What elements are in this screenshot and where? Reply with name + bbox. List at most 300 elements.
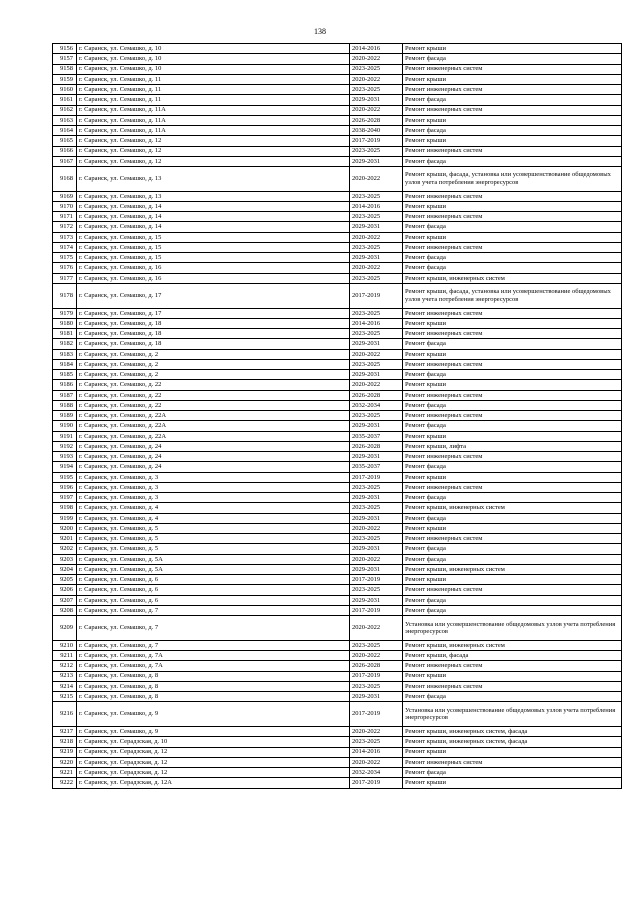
row-number: 9173	[53, 232, 77, 242]
row-period: 2023-2025	[350, 64, 403, 74]
table-row	[53, 585, 622, 595]
row-address: г. Саранск, ул. Семашко, д. 22А	[77, 411, 350, 421]
table-row	[53, 472, 622, 482]
table-row	[53, 421, 622, 431]
row-address: г. Саранск, ул. Семашко, д. 10	[77, 44, 350, 54]
row-number: 9206	[53, 585, 77, 595]
row-address: г. Саранск, ул. Семашко, д. 16	[77, 263, 350, 273]
row-address: г. Саранск, ул. Семашко, д. 7	[77, 616, 350, 641]
row-address: г. Саранск, ул. Семашко, д. 15	[77, 232, 350, 242]
row-period: 2029-2031	[350, 253, 403, 263]
row-period: 2020-2022	[350, 263, 403, 273]
table-row	[53, 727, 622, 737]
row-number: 9209	[53, 616, 77, 641]
row-number: 9204	[53, 564, 77, 574]
table-row	[53, 605, 622, 615]
row-work-type: Ремонт крыши, инженерных систем, фасада	[403, 727, 622, 737]
row-address: г. Саранск, ул. Семашко, д. 17	[77, 308, 350, 318]
row-address: г. Саранск, ул. Семашко, д. 7А	[77, 661, 350, 671]
row-work-type: Ремонт крыши	[403, 201, 622, 211]
row-address: г. Саранск, ул. Семашко, д. 14	[77, 212, 350, 222]
row-work-type: Ремонт инженерных систем	[403, 64, 622, 74]
row-address: г. Саранск, ул. Семашко, д. 14	[77, 222, 350, 232]
row-address: г. Саранск, ул. Серадзская, д. 10	[77, 737, 350, 747]
row-address: г. Саранск, ул. Семашко, д. 22	[77, 390, 350, 400]
row-number: 9171	[53, 212, 77, 222]
row-number: 9212	[53, 661, 77, 671]
row-work-type: Ремонт фасада	[403, 95, 622, 105]
row-number: 9194	[53, 462, 77, 472]
row-address: г. Саранск, ул. Серадзская, д. 12А	[77, 778, 350, 788]
row-period: 2023-2025	[350, 585, 403, 595]
table-row	[53, 318, 622, 328]
row-address: г. Саранск, ул. Семашко, д. 7	[77, 640, 350, 650]
row-address: г. Саранск, ул. Семашко, д. 11	[77, 85, 350, 95]
table-row	[53, 201, 622, 211]
row-period: 2023-2025	[350, 640, 403, 650]
row-work-type: Ремонт инженерных систем	[403, 359, 622, 369]
repair-schedule-table	[52, 43, 622, 789]
row-period: 2026-2028	[350, 661, 403, 671]
row-address: г. Саранск, ул. Серадзская, д. 12	[77, 768, 350, 778]
row-address: г. Саранск, ул. Семашко, д. 10	[77, 54, 350, 64]
row-period: 2020-2022	[350, 727, 403, 737]
row-period: 2023-2025	[350, 146, 403, 156]
table-row	[53, 564, 622, 574]
row-address: г. Саранск, ул. Семашко, д. 2	[77, 359, 350, 369]
row-address: г. Саранск, ул. Семашко, д. 9	[77, 702, 350, 727]
row-address: г. Саранск, ул. Семашко, д. 7А	[77, 651, 350, 661]
table-row	[53, 370, 622, 380]
table-row	[53, 692, 622, 702]
row-address: г. Саранск, ул. Семашко, д. 2	[77, 349, 350, 359]
table-row	[53, 283, 622, 308]
row-period: 2014-2016	[350, 318, 403, 328]
table-row	[53, 640, 622, 650]
row-work-type: Ремонт крыши, инженерных систем, фасада	[403, 737, 622, 747]
row-number: 9166	[53, 146, 77, 156]
row-address: г. Саранск, ул. Семашко, д. 18	[77, 329, 350, 339]
table-row	[53, 349, 622, 359]
table-row	[53, 212, 622, 222]
table-row	[53, 253, 622, 263]
row-work-type: Ремонт крыши	[403, 318, 622, 328]
row-number: 9163	[53, 115, 77, 125]
table-row	[53, 105, 622, 115]
row-work-type: Ремонт фасада	[403, 253, 622, 263]
table-row	[53, 595, 622, 605]
row-number: 9207	[53, 595, 77, 605]
row-number: 9182	[53, 339, 77, 349]
row-address: г. Саранск, ул. Семашко, д. 10	[77, 64, 350, 74]
table-row	[53, 503, 622, 513]
row-number: 9220	[53, 757, 77, 767]
row-period: 2029-2031	[350, 452, 403, 462]
row-period: 2017-2019	[350, 702, 403, 727]
page-number: 138	[314, 27, 326, 36]
row-period: 2023-2025	[350, 503, 403, 513]
row-work-type: Ремонт фасада	[403, 400, 622, 410]
row-address: г. Саранск, ул. Семашко, д. 4	[77, 513, 350, 523]
row-address: г. Саранск, ул. Семашко, д. 22А	[77, 431, 350, 441]
table-row	[53, 359, 622, 369]
table-row	[53, 380, 622, 390]
row-number: 9185	[53, 370, 77, 380]
row-address: г. Саранск, ул. Серадзская, д. 12	[77, 747, 350, 757]
row-period: 2029-2031	[350, 95, 403, 105]
row-period: 2023-2025	[350, 191, 403, 201]
row-address: г. Саранск, ул. Семашко, д. 6	[77, 575, 350, 585]
row-work-type: Ремонт фасада	[403, 554, 622, 564]
row-address: г. Саранск, ул. Семашко, д. 2	[77, 370, 350, 380]
table-row	[53, 554, 622, 564]
table-row	[53, 191, 622, 201]
row-period: 2029-2031	[350, 370, 403, 380]
table-row	[53, 462, 622, 472]
row-period: 2017-2019	[350, 778, 403, 788]
row-number: 9205	[53, 575, 77, 585]
row-address: г. Саранск, ул. Семашко, д. 17	[77, 283, 350, 308]
row-work-type: Ремонт инженерных систем	[403, 146, 622, 156]
row-period: 2020-2022	[350, 105, 403, 115]
row-number: 9174	[53, 242, 77, 252]
row-period: 2023-2025	[350, 411, 403, 421]
row-address: г. Саранск, ул. Семашко, д. 11А	[77, 126, 350, 136]
table-row	[53, 737, 622, 747]
row-address: г. Саранск, ул. Семашко, д. 24	[77, 462, 350, 472]
row-address: г. Саранск, ул. Семашко, д. 24	[77, 441, 350, 451]
row-number: 9191	[53, 431, 77, 441]
row-period: 2035-2037	[350, 431, 403, 441]
table-row	[53, 400, 622, 410]
row-number: 9197	[53, 493, 77, 503]
row-period: 2017-2019	[350, 575, 403, 585]
table-row	[53, 534, 622, 544]
row-period: 2023-2025	[350, 308, 403, 318]
row-work-type: Ремонт крыши, фасада, установка или усовершенствование общедомовых узлов учета потребления энергоресурсов	[403, 167, 622, 192]
row-number: 9222	[53, 778, 77, 788]
row-period: 2023-2025	[350, 737, 403, 747]
row-address: г. Саранск, ул. Семашко, д. 5	[77, 523, 350, 533]
row-address: г. Саранск, ул. Семашко, д. 18	[77, 339, 350, 349]
table-row	[53, 232, 622, 242]
row-address: г. Саранск, ул. Семашко, д. 13	[77, 167, 350, 192]
row-work-type: Ремонт крыши	[403, 74, 622, 84]
row-number: 9178	[53, 283, 77, 308]
row-address: г. Саранск, ул. Семашко, д. 18	[77, 318, 350, 328]
row-number: 9202	[53, 544, 77, 554]
row-work-type: Ремонт фасада	[403, 544, 622, 554]
row-work-type: Ремонт фасада	[403, 605, 622, 615]
row-period: 2029-2031	[350, 421, 403, 431]
row-period: 2023-2025	[350, 242, 403, 252]
row-period: 2029-2031	[350, 513, 403, 523]
table-row	[53, 702, 622, 727]
table-row	[53, 757, 622, 767]
row-address: г. Саранск, ул. Семашко, д. 3	[77, 472, 350, 482]
row-period: 2017-2019	[350, 605, 403, 615]
row-address: г. Саранск, ул. Семашко, д. 6	[77, 595, 350, 605]
row-number: 9196	[53, 482, 77, 492]
row-work-type: Ремонт инженерных систем	[403, 105, 622, 115]
row-number: 9189	[53, 411, 77, 421]
row-number: 9210	[53, 640, 77, 650]
table-row	[53, 222, 622, 232]
row-period: 2020-2022	[350, 554, 403, 564]
row-period: 2017-2019	[350, 283, 403, 308]
row-address: г. Саранск, ул. Семашко, д. 15	[77, 253, 350, 263]
row-number: 9161	[53, 95, 77, 105]
row-address: г. Саранск, ул. Семашко, д. 14	[77, 201, 350, 211]
row-work-type: Ремонт крыши, фасада	[403, 651, 622, 661]
row-work-type: Ремонт инженерных систем	[403, 390, 622, 400]
row-work-type: Ремонт фасада	[403, 126, 622, 136]
table-row	[53, 308, 622, 318]
row-number: 9200	[53, 523, 77, 533]
row-address: г. Саранск, ул. Семашко, д. 3	[77, 482, 350, 492]
row-work-type: Ремонт инженерных систем	[403, 585, 622, 595]
table-row	[53, 493, 622, 503]
row-period: 2023-2025	[350, 85, 403, 95]
row-period: 2032-2034	[350, 768, 403, 778]
row-address: г. Саранск, ул. Семашко, д. 9	[77, 727, 350, 737]
row-address: г. Саранск, ул. Семашко, д. 11А	[77, 105, 350, 115]
row-period: 2029-2031	[350, 544, 403, 554]
row-work-type: Ремонт крыши, инженерных систем	[403, 503, 622, 513]
table-row	[53, 431, 622, 441]
row-work-type: Ремонт инженерных систем	[403, 329, 622, 339]
row-work-type: Ремонт крыши	[403, 431, 622, 441]
row-address: г. Саранск, ул. Семашко, д. 12	[77, 146, 350, 156]
table-row	[53, 136, 622, 146]
row-work-type: Ремонт фасада	[403, 421, 622, 431]
row-number: 9203	[53, 554, 77, 564]
row-period: 2023-2025	[350, 273, 403, 283]
row-address: г. Саранск, ул. Семашко, д. 12	[77, 136, 350, 146]
row-number: 9183	[53, 349, 77, 359]
row-number: 9175	[53, 253, 77, 263]
row-work-type: Ремонт фасада	[403, 370, 622, 380]
row-work-type: Ремонт крыши	[403, 778, 622, 788]
row-work-type: Ремонт инженерных систем	[403, 757, 622, 767]
row-period: 2029-2031	[350, 564, 403, 574]
row-period: 2020-2022	[350, 349, 403, 359]
row-number: 9168	[53, 167, 77, 192]
row-number: 9213	[53, 671, 77, 681]
row-address: г. Саранск, ул. Семашко, д. 4	[77, 503, 350, 513]
row-number: 9193	[53, 452, 77, 462]
row-period: 2020-2022	[350, 380, 403, 390]
row-work-type: Ремонт фасада	[403, 692, 622, 702]
row-work-type: Ремонт крыши	[403, 523, 622, 533]
row-work-type: Ремонт инженерных систем	[403, 212, 622, 222]
row-work-type: Ремонт инженерных систем	[403, 482, 622, 492]
table-row	[53, 115, 622, 125]
row-work-type: Ремонт крыши, лифта	[403, 441, 622, 451]
table-row	[53, 452, 622, 462]
row-work-type: Ремонт фасада	[403, 339, 622, 349]
row-address: г. Саранск, ул. Семашко, д. 16	[77, 273, 350, 283]
table-row	[53, 513, 622, 523]
table-row	[53, 747, 622, 757]
row-number: 9216	[53, 702, 77, 727]
row-work-type: Ремонт инженерных систем	[403, 661, 622, 671]
row-work-type: Ремонт крыши, инженерных систем	[403, 564, 622, 574]
table-row	[53, 95, 622, 105]
row-work-type: Ремонт крыши, фасада, установка или усовершенствование общедомовых узлов учета потребления энергоресурсов	[403, 283, 622, 308]
table-row	[53, 482, 622, 492]
row-work-type: Установка или усовершенствование общедомовых узлов учета потребления энергоресурсов	[403, 616, 622, 641]
row-address: г. Саранск, ул. Семашко, д. 5	[77, 534, 350, 544]
row-number: 9219	[53, 747, 77, 757]
row-number: 9167	[53, 156, 77, 166]
row-work-type: Ремонт инженерных систем	[403, 308, 622, 318]
table-row	[53, 523, 622, 533]
row-address: г. Саранск, ул. Семашко, д. 11	[77, 95, 350, 105]
row-number: 9159	[53, 74, 77, 84]
row-work-type: Ремонт инженерных систем	[403, 534, 622, 544]
row-number: 9211	[53, 651, 77, 661]
table-row	[53, 273, 622, 283]
row-address: г. Саранск, ул. Семашко, д. 8	[77, 671, 350, 681]
row-period: 2017-2019	[350, 671, 403, 681]
row-period: 2023-2025	[350, 212, 403, 222]
row-number: 9214	[53, 681, 77, 691]
table-row	[53, 263, 622, 273]
row-address: г. Саранск, ул. Семашко, д. 22	[77, 400, 350, 410]
row-work-type: Ремонт фасада	[403, 156, 622, 166]
row-address: г. Саранск, ул. Семашко, д. 6	[77, 585, 350, 595]
table-row	[53, 126, 622, 136]
row-number: 9184	[53, 359, 77, 369]
row-period: 2023-2025	[350, 534, 403, 544]
row-work-type: Ремонт крыши	[403, 115, 622, 125]
row-address: г. Саранск, ул. Семашко, д. 7	[77, 605, 350, 615]
row-period: 2020-2022	[350, 757, 403, 767]
row-work-type: Ремонт фасада	[403, 493, 622, 503]
row-number: 9176	[53, 263, 77, 273]
row-period: 2020-2022	[350, 232, 403, 242]
row-period: 2026-2028	[350, 390, 403, 400]
row-address: г. Саранск, ул. Семашко, д. 11	[77, 74, 350, 84]
row-number: 9198	[53, 503, 77, 513]
row-number: 9157	[53, 54, 77, 64]
row-number: 9221	[53, 768, 77, 778]
row-number: 9181	[53, 329, 77, 339]
row-number: 9164	[53, 126, 77, 136]
row-number: 9177	[53, 273, 77, 283]
table-row	[53, 329, 622, 339]
row-number: 9208	[53, 605, 77, 615]
row-number: 9186	[53, 380, 77, 390]
row-address: г. Саранск, ул. Семашко, д. 24	[77, 452, 350, 462]
row-work-type: Ремонт инженерных систем	[403, 411, 622, 421]
row-work-type: Ремонт крыши	[403, 349, 622, 359]
row-work-type: Ремонт инженерных систем	[403, 242, 622, 252]
row-work-type: Ремонт крыши, инженерных систем	[403, 640, 622, 650]
row-address: г. Саранск, ул. Семашко, д. 15	[77, 242, 350, 252]
row-number: 9169	[53, 191, 77, 201]
row-work-type: Установка или усовершенствование общедомовых узлов учета потребления энергоресурсов	[403, 702, 622, 727]
row-period: 2029-2031	[350, 493, 403, 503]
table-row	[53, 768, 622, 778]
row-period: 2032-2034	[350, 400, 403, 410]
row-work-type: Ремонт фасада	[403, 595, 622, 605]
row-number: 9172	[53, 222, 77, 232]
table-row	[53, 44, 622, 54]
row-address: г. Саранск, ул. Семашко, д. 3	[77, 493, 350, 503]
row-number: 9188	[53, 400, 77, 410]
table-row	[53, 64, 622, 74]
row-number: 9179	[53, 308, 77, 318]
table-row	[53, 146, 622, 156]
table-row	[53, 85, 622, 95]
table-row	[53, 339, 622, 349]
row-number: 9199	[53, 513, 77, 523]
row-period: 2026-2028	[350, 115, 403, 125]
row-number: 9195	[53, 472, 77, 482]
table-row	[53, 681, 622, 691]
row-period: 2029-2031	[350, 156, 403, 166]
row-work-type: Ремонт крыши	[403, 671, 622, 681]
row-number: 9192	[53, 441, 77, 451]
row-number: 9180	[53, 318, 77, 328]
row-address: г. Саранск, ул. Семашко, д. 12	[77, 156, 350, 166]
row-period: 2029-2031	[350, 222, 403, 232]
row-number: 9217	[53, 727, 77, 737]
row-period: 2017-2019	[350, 136, 403, 146]
row-address: г. Саранск, ул. Серадзская, д. 12	[77, 757, 350, 767]
row-number: 9170	[53, 201, 77, 211]
row-period: 2026-2028	[350, 441, 403, 451]
row-period: 2023-2025	[350, 329, 403, 339]
row-number: 9201	[53, 534, 77, 544]
row-work-type: Ремонт инженерных систем	[403, 452, 622, 462]
row-work-type: Ремонт фасада	[403, 513, 622, 523]
row-address: г. Саранск, ул. Семашко, д. 22	[77, 380, 350, 390]
row-work-type: Ремонт фасада	[403, 54, 622, 64]
row-period: 2020-2022	[350, 54, 403, 64]
row-address: г. Саранск, ул. Семашко, д. 5А	[77, 564, 350, 574]
row-number: 9160	[53, 85, 77, 95]
table-row	[53, 616, 622, 641]
row-work-type: Ремонт фасада	[403, 263, 622, 273]
row-period: 2014-2016	[350, 201, 403, 211]
row-number: 9215	[53, 692, 77, 702]
row-period: 2020-2022	[350, 74, 403, 84]
table-row	[53, 661, 622, 671]
row-address: г. Саранск, ул. Семашко, д. 8	[77, 681, 350, 691]
table-row	[53, 167, 622, 192]
row-work-type: Ремонт крыши	[403, 380, 622, 390]
row-number: 9158	[53, 64, 77, 74]
row-number: 9187	[53, 390, 77, 400]
row-work-type: Ремонт фасада	[403, 462, 622, 472]
row-period: 2038-2040	[350, 126, 403, 136]
row-work-type: Ремонт крыши	[403, 575, 622, 585]
table-row	[53, 54, 622, 64]
row-period: 2023-2025	[350, 359, 403, 369]
table-body	[53, 44, 622, 789]
row-number: 9218	[53, 737, 77, 747]
table-row	[53, 671, 622, 681]
row-period: 2017-2019	[350, 472, 403, 482]
row-number: 9162	[53, 105, 77, 115]
row-period: 2020-2022	[350, 523, 403, 533]
row-work-type: Ремонт инженерных систем	[403, 85, 622, 95]
row-period: 2035-2037	[350, 462, 403, 472]
row-number: 9156	[53, 44, 77, 54]
